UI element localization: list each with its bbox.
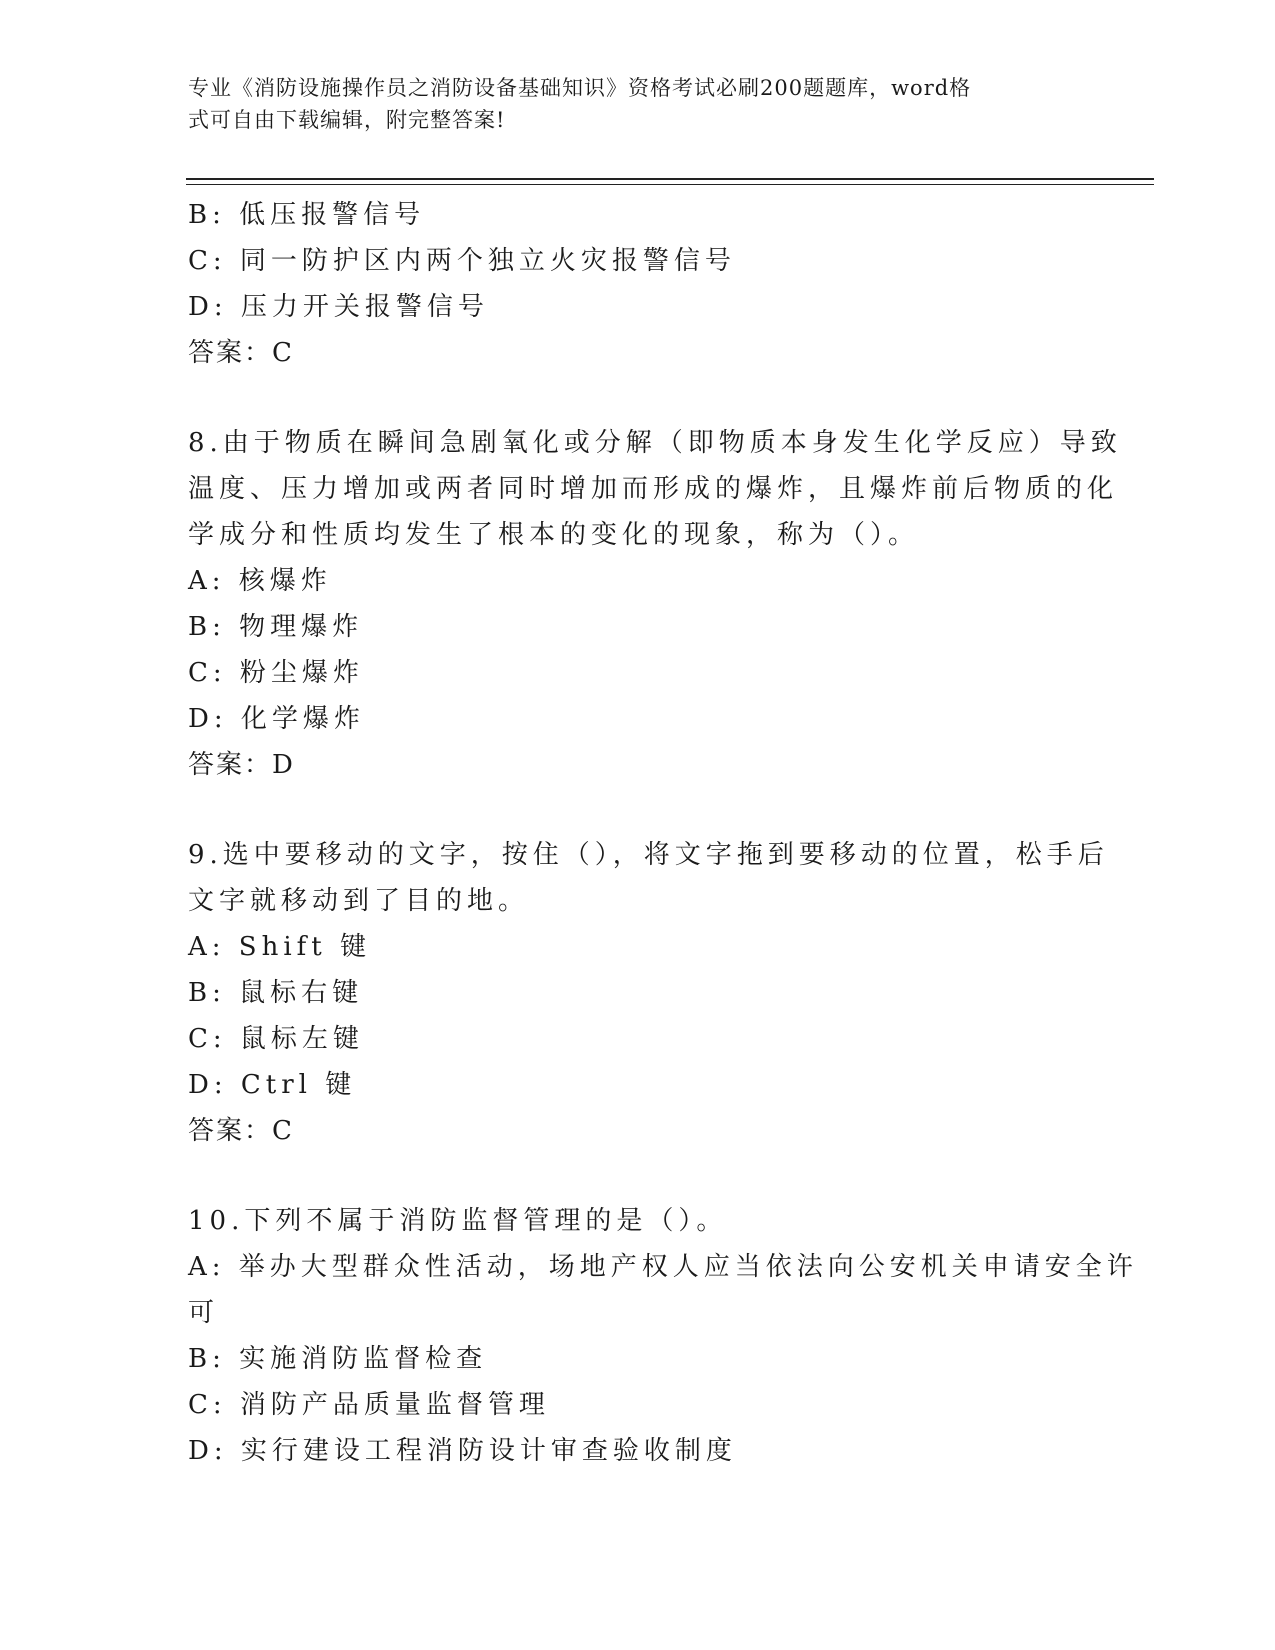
option-a-continued: 可 [188,1298,220,1328]
option-a: A: 核爆炸 [188,566,332,596]
question-text-line: 10.下列不属于消防监督管理的是（）。 [188,1206,728,1236]
question-block-9 [188,832,1109,1154]
question-text-line: 学成分和性质均发生了根本的变化的现象，称为（）。 [188,520,920,550]
option-d: D: 压力开关报警信号 [188,292,489,322]
option-b: B: 鼠标右键 [188,978,364,1008]
answer-line: 答案：C [188,338,294,368]
answer-line: 答案：C [188,1116,294,1146]
option-d: D: 实行建设工程消防设计审查验收制度 [188,1436,737,1466]
option-c: C: 鼠标左键 [188,1024,364,1054]
question-text-line: 温度、压力增加或两者同时增加而形成的爆炸，且爆炸前后物质的化 [188,474,1119,504]
option-c: C: 同一防护区内两个独立火灾报警信号 [188,246,736,276]
question-text-line: 9.选中要移动的文字，按住（），将文字拖到要移动的位置，松手后 [188,840,1109,870]
question-block-7 [188,192,1088,376]
spacer [188,376,1088,420]
spacer [188,788,1088,832]
option-a: A: Shift 键 [188,932,372,962]
option-c: C: 粉尘爆炸 [188,658,364,688]
option-b: B: 实施消防监督检查 [188,1344,488,1374]
option-d: D: Ctrl 键 [188,1070,357,1100]
spacer [188,1154,1088,1198]
option-c: C: 消防产品质量监督管理 [188,1390,550,1420]
header-divider-thick [186,178,1154,180]
question-block-10 [188,1198,1138,1474]
option-b: B: 物理爆炸 [188,612,364,642]
answer-line: 答案：D [188,750,295,780]
option-a: A: 举办大型群众性活动，场地产权人应当依法向公安机关申请安全许 [188,1252,1138,1282]
option-b: B: 低压报警信号 [188,200,426,230]
header-line-1: 专业《消防设施操作员之消防设备基础知识》资格考试必刷200题题库，word格 [188,76,972,100]
header-divider-thin [186,184,1154,185]
header-line-2: 式可自由下载编辑，附完整答案! [188,108,506,132]
question-text-line: 8.由于物质在瞬间急剧氧化或分解（即物质本身发生化学反应）导致 [188,428,1122,458]
document-header [188,72,1068,136]
option-d: D: 化学爆炸 [188,704,365,734]
question-list [188,192,1138,1474]
question-text-line: 文字就移动到了目的地。 [188,886,530,916]
question-block-8 [188,420,1122,788]
